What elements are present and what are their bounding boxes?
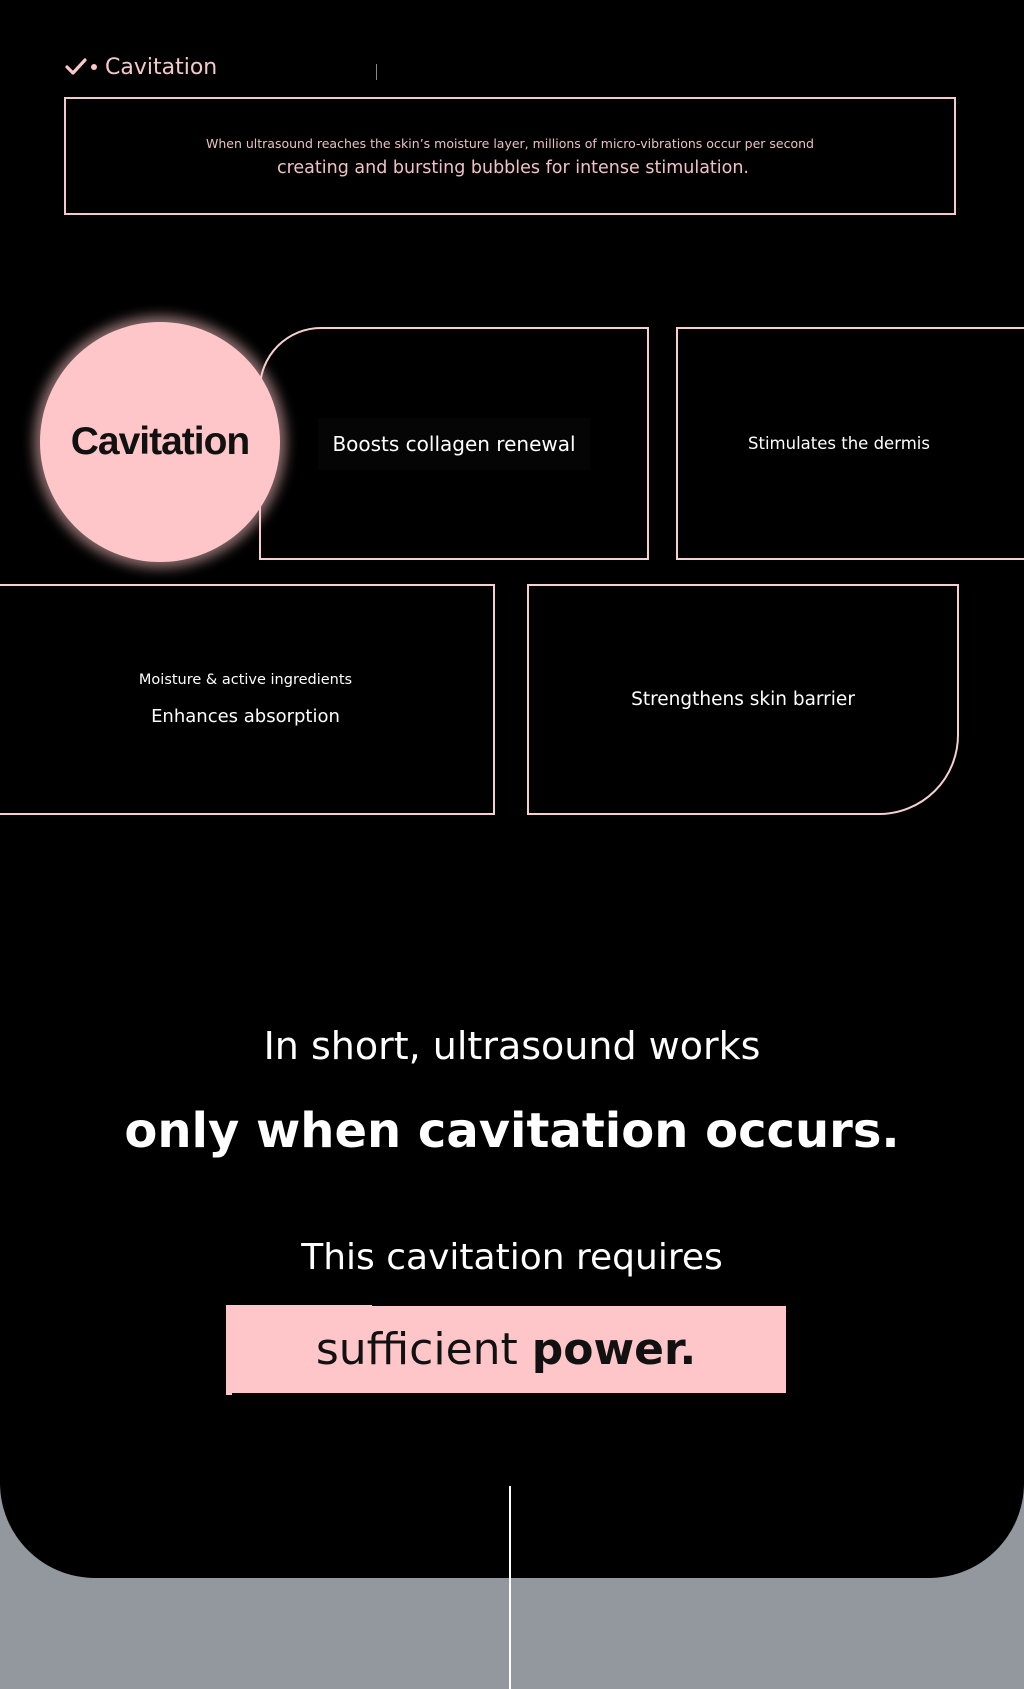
power-box-edge (372, 1303, 786, 1306)
intro-text-line2: creating and bursting bubbles for intense stimulation. (276, 158, 749, 178)
cavitation-circle (40, 322, 280, 562)
intro-text-line1: When ultrasound reaches the skin’s moisture layer, millions of micro-vibrations occur per second (206, 136, 814, 151)
card-collagen-label: Boosts collagen renewal (318, 418, 589, 470)
card-barrier-label: Strengthens skin barrier (631, 689, 855, 710)
summary-line1: In short, ultrasound works (263, 1024, 761, 1068)
section-header (64, 52, 217, 82)
card-dermis-label: Stimulates the dermis (748, 434, 930, 453)
power-text-regular: sufficient (315, 1323, 532, 1375)
card-collagen (259, 327, 649, 560)
check-icon (64, 55, 88, 79)
card-dermis (676, 327, 1024, 560)
card-absorption-subtitle: Moisture & active ingredients (138, 672, 353, 688)
card-barrier (527, 584, 959, 815)
power-text (316, 1324, 696, 1375)
circle-label: Cavitation (70, 420, 250, 463)
section-title: Cavitation (105, 54, 218, 80)
intro-box (64, 97, 956, 215)
text-cursor (376, 64, 377, 80)
power-text-bold: power. (531, 1323, 697, 1375)
card-absorption (0, 584, 495, 815)
power-highlight-box (226, 1305, 786, 1393)
summary-headline: only when cavitation occurs. (124, 1103, 900, 1159)
bullet-dot-icon (91, 64, 97, 70)
card-absorption-label: Enhances absorption (151, 706, 340, 727)
requires-line: This cavitation requires (301, 1237, 723, 1278)
power-box-notch (226, 1393, 232, 1395)
vertical-divider-line (509, 1486, 511, 1689)
